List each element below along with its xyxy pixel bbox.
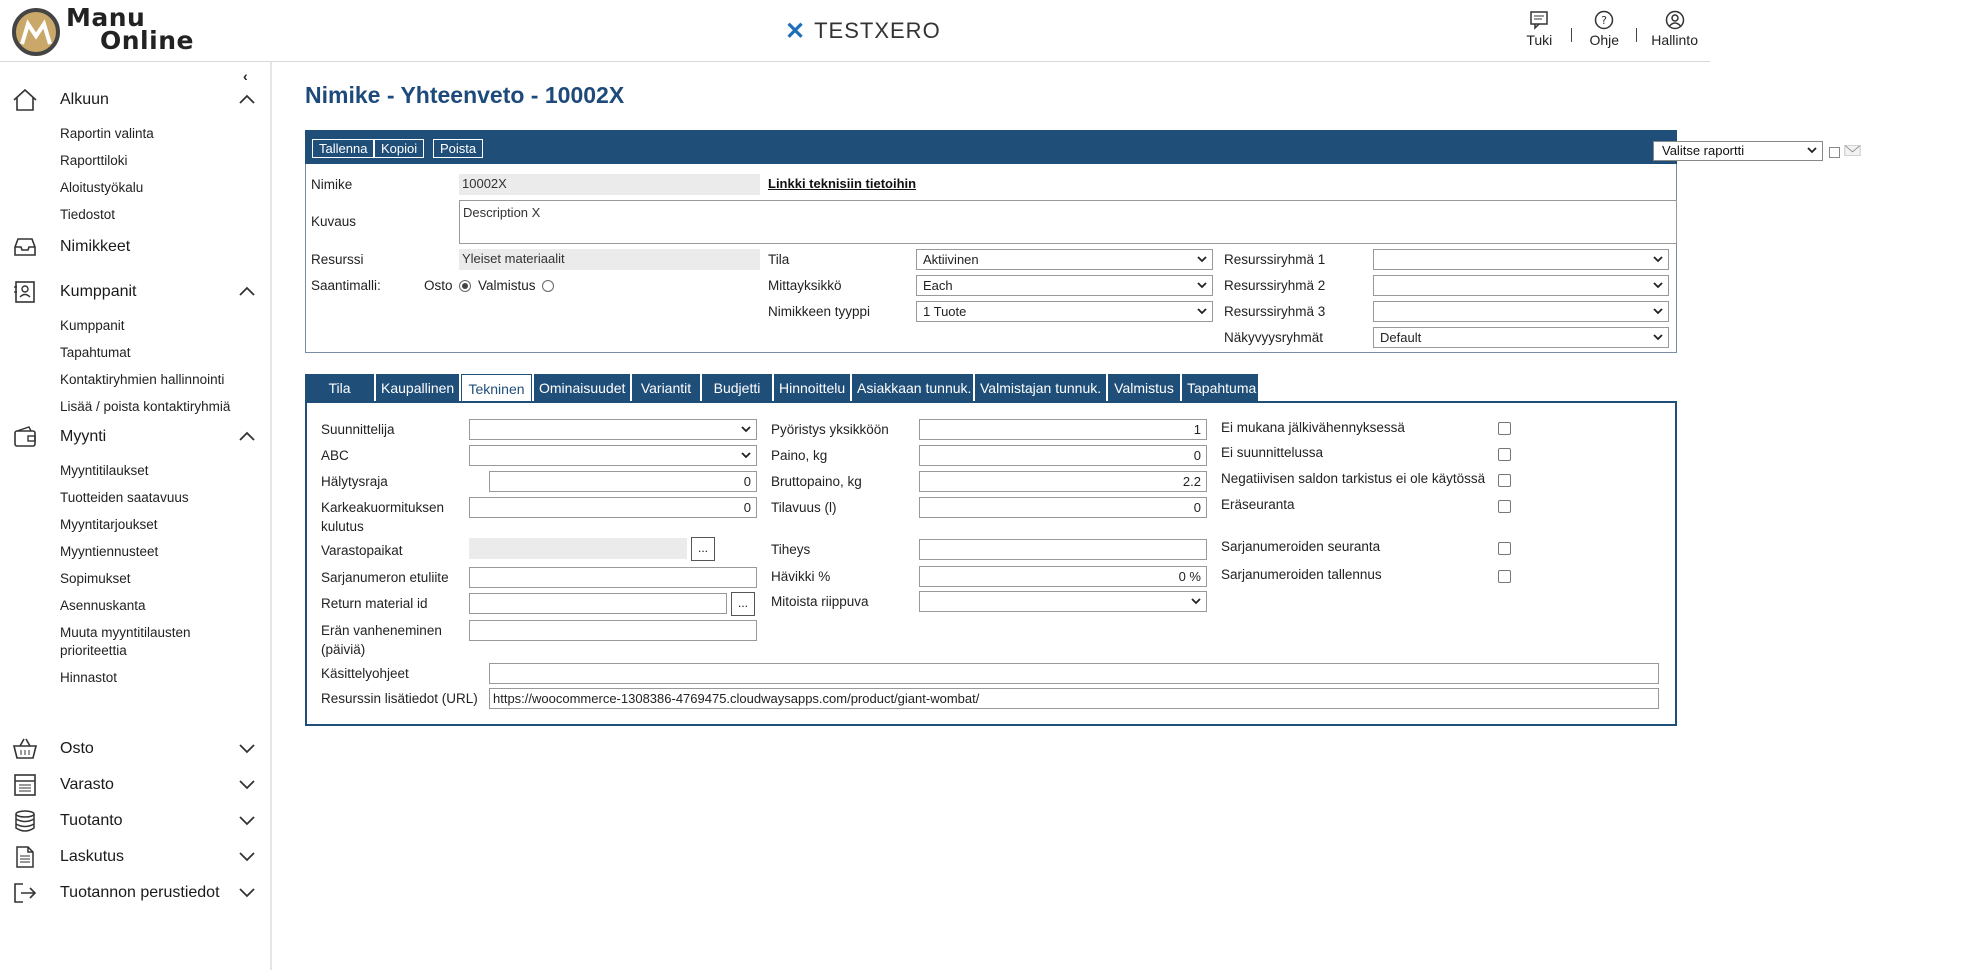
tab-asiakkaan-tunnuk[interactable]: Asiakkaan tunnuk. <box>852 374 973 402</box>
sidebar <box>0 62 272 970</box>
document-icon <box>12 845 38 869</box>
contact-book-icon <box>12 280 38 304</box>
tila-label: Tila <box>768 252 790 267</box>
next-button[interactable]: >> <box>1907 140 1935 159</box>
bruttopaino-label: Bruttopaino, kg <box>771 474 862 489</box>
tiheys-input[interactable] <box>919 539 1207 560</box>
nav-head-nimikkeet[interactable] <box>0 229 270 263</box>
nav-section-tuotannon-perustiedot <box>0 875 270 909</box>
nav-sub-kumppanit <box>0 317 270 416</box>
nav-head-kumppanit[interactable] <box>0 274 270 308</box>
chevron-down-icon <box>1806 144 1818 156</box>
chat-icon <box>1529 10 1549 30</box>
report-checkbox[interactable] <box>1829 147 1840 158</box>
help-icon <box>1594 10 1614 30</box>
delete-button[interactable]: Poista <box>433 139 483 158</box>
valmistus-radio[interactable] <box>542 280 554 292</box>
sidebar-item[interactable]: Myyntitilaukset <box>60 463 149 478</box>
nav-label: Osto <box>60 740 94 757</box>
item-header-panel <box>305 164 1677 353</box>
valmistus-label: Valmistus <box>478 278 536 293</box>
nimike-field: 10002X <box>459 174 760 195</box>
nav-head-alkuun[interactable] <box>0 82 270 116</box>
tyyppi-select[interactable] <box>916 301 1213 322</box>
cb4-checkbox[interactable] <box>1498 500 1511 513</box>
tab-valmistus[interactable]: Valmistus <box>1108 374 1180 402</box>
description-textarea[interactable]: Description X <box>459 200 1677 244</box>
nav-head-laskutus[interactable] <box>0 839 270 873</box>
chevron-down-icon <box>1196 305 1208 317</box>
nav-section-nimikkeet <box>0 229 270 263</box>
rr3-select[interactable] <box>1373 301 1669 322</box>
tyyppi-select-value: 1 Tuote <box>923 304 967 319</box>
sidebar-item[interactable]: Lisää / poista kontaktiryhmiä <box>60 399 231 414</box>
tab-tila[interactable]: Tila <box>305 374 374 402</box>
tab-variantit[interactable]: Variantit <box>632 374 700 402</box>
admin-button[interactable] <box>1651 10 1698 48</box>
svg-text:?: ? <box>1601 14 1608 27</box>
nav-label: Tuotanto <box>60 812 123 829</box>
chevron-down-icon <box>1652 331 1664 343</box>
mittayksikko-select[interactable] <box>916 275 1213 296</box>
cb6-label: Sarjanumeroiden tallennus <box>1221 567 1382 582</box>
bruttopaino-input[interactable]: 2.2 <box>919 471 1207 492</box>
rr2-select[interactable] <box>1373 275 1669 296</box>
chevron-down-icon[interactable] <box>238 884 256 900</box>
chevron-up-icon[interactable] <box>238 91 256 107</box>
chevron-down-icon[interactable] <box>238 740 256 756</box>
nav-sub-myynti <box>0 462 270 687</box>
sidebar-item[interactable]: Raportin valinta <box>60 126 154 141</box>
nav-label: Nimikkeet <box>60 238 131 255</box>
admin-label: Hallinto <box>1651 32 1698 48</box>
tilavuus-input[interactable]: 0 <box>919 497 1207 518</box>
nimike-label: Nimike <box>311 177 353 192</box>
osto-radio-group <box>424 278 557 293</box>
sidebar-item[interactable]: Kontaktiryhmien hallinnointi <box>60 372 225 387</box>
halytysraja-label: Hälytysraja <box>321 474 388 489</box>
mittayksikko-select-value: Each <box>923 278 953 293</box>
nav-section-osto <box>0 731 270 765</box>
cb5-checkbox[interactable] <box>1498 542 1511 555</box>
nav-head-osto[interactable] <box>0 731 270 765</box>
rr3-label: Resurssiryhmä 3 <box>1224 304 1326 319</box>
brand-name: TESTXERO <box>814 18 941 43</box>
return-material-input[interactable] <box>469 593 727 614</box>
nav-section-alkuun <box>0 82 270 233</box>
cb5-label: Sarjanumeroiden seuranta <box>1221 539 1381 554</box>
nakyvyys-label: Näkyvyysryhmät <box>1224 330 1324 345</box>
chevron-down-icon[interactable] <box>238 848 256 864</box>
havikki-input[interactable]: 0 % <box>919 566 1207 587</box>
chevron-down-icon <box>1196 279 1208 291</box>
top-header <box>0 0 1710 62</box>
help-label: Ohje <box>1589 32 1620 48</box>
nav-label: Kumppanit <box>60 283 137 300</box>
report-select-value: Valitse raportti <box>1662 143 1745 158</box>
chevron-down-icon <box>1196 253 1208 265</box>
divider <box>1571 28 1572 42</box>
halytysraja-input[interactable]: 0 <box>489 471 757 492</box>
sidebar-item[interactable]: Tiedostot <box>60 207 116 222</box>
inbox-icon <box>12 235 38 259</box>
warehouse-icon <box>12 773 38 797</box>
tab-kaupallinen[interactable]: Kaupallinen <box>376 374 459 402</box>
manu-online-logo[interactable] <box>12 3 212 58</box>
divider <box>1636 28 1637 42</box>
paperclip-icon <box>1952 141 1966 155</box>
cb4-label: Eräseuranta <box>1221 497 1295 512</box>
help-button[interactable] <box>1586 10 1622 48</box>
xero-x-icon: ✕ <box>785 17 807 45</box>
chevron-down-icon[interactable] <box>238 776 256 792</box>
company-brand <box>785 16 941 46</box>
mitoista-label: Mitoista riippuva <box>771 594 869 609</box>
chevron-down-icon <box>740 423 752 435</box>
top-actions <box>1521 10 1698 48</box>
tila-select-value: Aktiivinen <box>923 252 979 267</box>
sign-out-icon <box>12 881 38 905</box>
nav-label: Tuotannon perustiedot <box>60 884 220 901</box>
paino-label: Paino, kg <box>771 448 828 463</box>
mail-icon[interactable] <box>1843 144 1862 157</box>
chevron-down-icon <box>1652 253 1664 265</box>
pyoristys-input[interactable]: 1 <box>919 419 1207 440</box>
report-select[interactable] <box>1653 141 1823 161</box>
tab-budjetti[interactable]: Budjetti <box>702 374 772 402</box>
nav-label: Laskutus <box>60 848 125 865</box>
nav-section-varasto <box>0 767 270 801</box>
cb2-checkbox[interactable] <box>1498 448 1511 461</box>
resurssi-field: Yleiset materiaalit <box>459 249 760 270</box>
nav-section-tuotanto <box>0 803 270 837</box>
basket-icon <box>12 737 38 761</box>
saantimalli-label: Saantimalli: <box>311 278 381 293</box>
nav-head-tuotanto[interactable] <box>0 803 270 837</box>
nav-section-kumppanit <box>0 274 270 425</box>
cb3-checkbox[interactable] <box>1498 474 1511 487</box>
chevron-down-icon <box>1190 595 1202 607</box>
tekninen-panel <box>305 401 1677 726</box>
paino-input[interactable]: 0 <box>919 445 1207 466</box>
tiheys-label: Tiheys <box>771 542 811 557</box>
tyyppi-label: Nimikkeen tyyppi <box>768 304 871 319</box>
tab-tapahtuma[interactable]: Tapahtuma <box>1182 374 1258 402</box>
cb1-checkbox[interactable] <box>1498 422 1511 435</box>
copy-button[interactable]: Kopioi <box>374 139 424 158</box>
chevron-up-icon[interactable] <box>238 428 256 444</box>
support-label: Tuki <box>1526 32 1553 48</box>
abc-select[interactable] <box>469 445 757 466</box>
eran-vanheneminen-input[interactable] <box>469 620 757 641</box>
return-material-browse-button[interactable]: ... <box>731 592 755 616</box>
pyoristys-label: Pyöristys yksikköön <box>771 422 889 437</box>
osto-label: Osto <box>424 278 453 293</box>
mitoista-select[interactable] <box>919 591 1207 612</box>
tab-tekninen[interactable]: Tekninen <box>461 374 532 403</box>
resurssi-label: Resurssi <box>311 252 364 267</box>
sidebar-item[interactable]: Asennuskanta <box>60 598 146 613</box>
sidebar-item[interactable]: Tapahtumat <box>60 345 131 360</box>
tab-hinnoittelu[interactable]: Hinnoittelu <box>774 374 850 402</box>
url-input[interactable]: https://woocommerce-1308386-4769475.cloudwaysapps.com/product/giant-wombat/ <box>489 688 1659 709</box>
nakyvyys-select[interactable] <box>1373 327 1669 348</box>
database-icon <box>12 809 38 833</box>
user-icon <box>1665 10 1685 30</box>
chevron-down-icon[interactable] <box>238 812 256 828</box>
kuvaus-label: Kuvaus <box>311 214 357 229</box>
prev-button[interactable]: << <box>1874 140 1902 159</box>
tab-valmistajan-tunnuk[interactable]: Valmistajan tunnuk. <box>975 374 1106 402</box>
nav-head-tuotannon-perustiedot[interactable] <box>0 875 270 909</box>
cb1-label: Ei mukana jälkivähennyksessä <box>1221 420 1405 435</box>
sidebar-item[interactable]: Tuotteiden saatavuus <box>60 490 189 505</box>
chevron-up-icon[interactable] <box>238 283 256 299</box>
return-material-label: Return material id <box>321 596 428 611</box>
osto-radio[interactable] <box>459 280 471 292</box>
rr2-label: Resurssiryhmä 2 <box>1224 278 1326 293</box>
nav-section-myynti <box>0 419 270 696</box>
sidebar-item[interactable]: Kumppanit <box>60 318 125 333</box>
nav-sub-alkuun <box>0 125 270 224</box>
varastopaikat-field <box>469 538 687 559</box>
karkea-input[interactable]: 0 <box>469 497 757 518</box>
sidebar-item[interactable]: Sopimukset <box>60 571 131 586</box>
chevron-down-icon <box>740 449 752 461</box>
save-button[interactable]: Tallenna <box>312 139 374 158</box>
varastopaikat-browse-button[interactable]: ... <box>691 537 715 561</box>
rr1-select[interactable] <box>1373 249 1669 270</box>
rr1-label: Resurssiryhmä 1 <box>1224 252 1326 267</box>
havikki-label: Hävikki % <box>771 569 831 584</box>
sidebar-item[interactable]: Raporttiloki <box>60 153 128 168</box>
nav-head-varasto[interactable] <box>0 767 270 801</box>
nav-label: Varasto <box>60 776 114 793</box>
toolbar <box>305 130 1928 164</box>
collapse-sidebar-icon[interactable]: ‹ <box>243 68 248 84</box>
sarjanumeron-etuliite-input[interactable] <box>469 567 757 588</box>
logo-text <box>66 3 194 55</box>
sidebar-item[interactable]: Hinnastot <box>60 670 118 685</box>
sarjanumeron-etuliite-label: Sarjanumeron etuliite <box>321 570 449 585</box>
wallet-icon <box>12 425 38 449</box>
tila-select[interactable] <box>916 249 1213 270</box>
logo-line2: Online <box>100 26 194 55</box>
url-label: Resurssin lisätiedot (URL) <box>321 691 478 706</box>
tab-ominaisuudet[interactable]: Ominaisuudet <box>534 374 630 402</box>
suunnittelija-label: Suunnittelija <box>321 422 395 437</box>
nav-label: Alkuun <box>60 91 109 108</box>
attach-button[interactable] <box>1941 140 1977 159</box>
nav-label: Myynti <box>60 428 107 445</box>
tilavuus-label: Tilavuus (l) <box>771 500 837 515</box>
suunnittelija-select[interactable] <box>469 419 757 440</box>
chevron-down-icon <box>1652 279 1664 291</box>
cb2-label: Ei suunnittelussa <box>1221 445 1324 460</box>
varastopaikat-label: Varastopaikat <box>321 543 403 558</box>
nav-section-laskutus <box>0 839 270 873</box>
tab-bar <box>305 374 1260 402</box>
sidebar-item[interactable]: Myyntiennusteet <box>60 544 159 559</box>
sidebar-item[interactable]: Muuta myyntitilausten prioriteettia <box>60 625 191 658</box>
home-icon <box>12 88 38 112</box>
kasittelyohjeet-label: Käsittelyohjeet <box>321 666 409 681</box>
kasittelyohjeet-input[interactable] <box>489 663 1659 684</box>
cb3-label: Negatiivisen saldon tarkistus ei ole käytössä <box>1221 471 1486 486</box>
eran-vanheneminen-label: Erän vanheneminen (päiviä) <box>321 623 442 657</box>
sidebar-item[interactable]: Aloitustyökalu <box>60 180 144 195</box>
logo-mark <box>12 8 60 56</box>
abc-label: ABC <box>321 448 349 463</box>
tech-info-link[interactable]: Linkki teknisiin tietoihin <box>768 176 917 191</box>
support-button[interactable] <box>1521 10 1557 48</box>
chevron-down-icon <box>1652 305 1664 317</box>
page-title: Nimike - Yhteenveto - 10002X <box>305 82 625 108</box>
nav-head-myynti[interactable] <box>0 419 270 453</box>
sidebar-item[interactable]: Myyntitarjoukset <box>60 517 158 532</box>
cb6-checkbox[interactable] <box>1498 570 1511 583</box>
logo-line1: Manu <box>66 3 146 32</box>
mittayksikko-label: Mittayksikkö <box>768 278 842 293</box>
nakyvyys-select-value: Default <box>1380 330 1422 345</box>
karkea-label: Karkeakuormituksen kulutus <box>321 500 445 534</box>
